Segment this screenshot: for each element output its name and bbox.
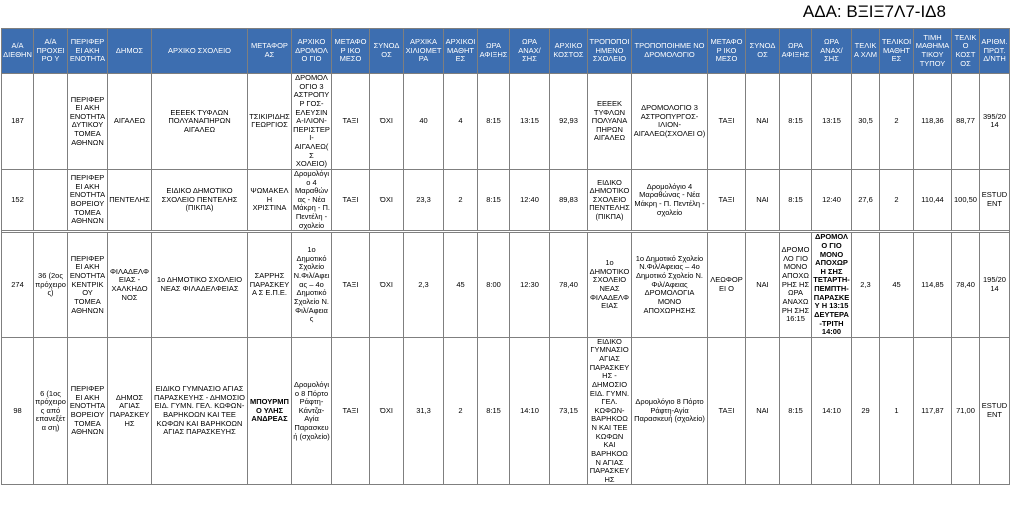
table-cell: Δρομολόγιο 4 Μαραθώνας - Νέα Μάκρη - Π. Πεντέλη - σχολείο bbox=[632, 169, 708, 230]
table-cell: ΤΑΞΙ bbox=[332, 74, 370, 170]
table-cell: ΔΡΟΜΟΛΟΓΙΟ 3 ΑΣΤΡΟΠΥΡΓΟΣ-ΙΛΙΟΝ-ΑΙΓΑΛΕΩ(ΣΧΟΛΕΙ Ο) bbox=[632, 74, 708, 170]
header-cell: ΤΡΟΠΟΠΟΙΗΜΕ ΝΟ ΔΡΟΜΟΛΟΓΙΟ bbox=[632, 29, 708, 74]
table-cell: ΌΧΙ bbox=[370, 169, 404, 230]
table-cell: ΕΙΔΙΚΟ ΓΥΜΝΑΣΙΟ ΑΓΙΑΣ ΠΑΡΑΣΚΕΥΗΣ - ΔΗΜΟΣΙΟ ΕΙΔ. ΓΥΜΝ. ΓΕΛ. ΚΩΦΩΝ-ΒΑΡΗΚΟΩΝ ΚΑΙ ΤΕΕ ΚΩΦΩΝ ΚΑΙ ΒΑΡΗΚΟΩΝ ΑΓΙΑΣ ΠΑΡΑΣΚΕΥΗΣ bbox=[152, 337, 248, 485]
table-cell: ΜΠΟΥΡΜΠΟ ΥΛΗΣ ΑΝΔΡΕΑΣ bbox=[248, 337, 292, 485]
table-row bbox=[2, 74, 1010, 170]
table-cell: 100,50 bbox=[952, 169, 980, 230]
table-cell: 195/2014 bbox=[980, 233, 1010, 338]
table-cell: ΔΗΜΟΣ ΑΓΙΑΣ ΠΑΡΑΣΚΕΥ ΗΣ bbox=[108, 337, 152, 485]
table-cell: 110,44 bbox=[914, 169, 952, 230]
table-cell: 13:15 bbox=[812, 74, 852, 170]
header-cell: ΣΥΝΟΔΟΣ bbox=[370, 29, 404, 74]
table-cell: Δρομολόγιο 8 Πόρτο Ράφτη-Αγία Παρασκευή (σχολείο) bbox=[632, 337, 708, 485]
table-cell: 2 bbox=[444, 337, 478, 485]
table-cell: ΝΑΙ bbox=[746, 337, 780, 485]
table-cell: 1ο Δημοτικό Σχολείο Ν.Φιλ/Αφειας – 4ο Δημοτικό Σχολείο Ν. Φιλ/Αφειας ΔΡΟΜΟΛΟΓΙΑ ΜΟΝΟ ΑΠΟΧΩΡΗΣΗΣ bbox=[632, 233, 708, 338]
table-cell: 8:15 bbox=[478, 169, 510, 230]
table-cell: 78,40 bbox=[952, 233, 980, 338]
table-cell: 45 bbox=[444, 233, 478, 338]
table-cell: 27,6 bbox=[852, 169, 880, 230]
table-cell: 1ο ΔΗΜΟΤΙΚΟ ΣΧΟΛΕΙΟ ΝΕΑΣ ΦΙΛΑΔΕΛΦΕΙΑΣ bbox=[152, 233, 248, 338]
table-cell: ΕΙΔΙΚΟ ΔΗΜΟΤΙΚΟ ΣΧΟΛΕΙΟ ΠΕΝΤΕΛΗΣ (ΠΙΚΠΑ) bbox=[152, 169, 248, 230]
header-cell: ΤΡΟΠΟΠΟΙ ΗΜΕΝΟ ΣΧΟΛΕΙΟ bbox=[588, 29, 632, 74]
table-cell: 88,77 bbox=[952, 74, 980, 170]
table-cell: ESTUDENT bbox=[980, 337, 1010, 485]
table-cell: 45 bbox=[880, 233, 914, 338]
transport-routes-table-page bbox=[1, 28, 1008, 485]
table-cell: 92,93 bbox=[550, 74, 588, 170]
table-cell: ΕΕΕΕΚ ΤΥΦΛΩΝ ΠΟΛΥΑΝΑ ΠΗΡΩΝ ΑΙΓΑΛΕΩ bbox=[588, 74, 632, 170]
table-cell: ΤΑΞΙ bbox=[332, 337, 370, 485]
table-cell: ESTUDENT bbox=[980, 169, 1010, 230]
table-cell: 13:15 bbox=[510, 74, 550, 170]
table-cell: ΠΕΡΙΦΕΡΕΙ ΑΚΗ ΕΝΟΤΗΤΑ ΒΟΡΕΙΟΥ ΤΟΜΕΑ ΑΘΗΝΩΝ bbox=[68, 337, 108, 485]
table-cell: ΌΧΙ bbox=[370, 74, 404, 170]
table-cell: 395/2014 bbox=[980, 74, 1010, 170]
table-cell: 14:10 bbox=[510, 337, 550, 485]
table-cell: ΣΑΡΡΗΣ ΠΑΡΑΣΚΕΥΑ Σ Ε.Π.Ε. bbox=[248, 233, 292, 338]
table-cell: 40 bbox=[404, 74, 444, 170]
table-header-row bbox=[2, 29, 1010, 74]
table-cell: 6 (1ος πρόχειρο ς από επανεξέτα ση) bbox=[34, 337, 68, 485]
table-cell: 73,15 bbox=[550, 337, 588, 485]
table-cell: 2 bbox=[880, 169, 914, 230]
table-cell: ΔΡΟΜΟΛΟΓΙΟ 3 ΑΣΤΡΟΠΥΡ ΓΟΣ-ΕΛΕΥΣΙΝΑ-ΙΛΙΟΝ-ΠΕΡΙΣΤΕΡΙ-ΑΙΓΑΛΕΩ(Σ ΧΟΛΕΙΟ) bbox=[293, 73, 330, 169]
table-cell: ΠΕΡΙΦΕΡΕΙ ΑΚΗ ΕΝΟΤΗΤΑ ΚΕΝΤΡΙΚΟΥ ΤΟΜΕΑ ΑΘΗΝΩΝ bbox=[68, 233, 108, 338]
header-cell: ΤΙΜΗ ΜΑΘΗΜΑ ΤΙΚΟΥ ΤΥΠΟΥ bbox=[914, 29, 952, 74]
table-cell: ΤΑΞΙ bbox=[332, 169, 370, 230]
table-cell: 2,3 bbox=[852, 233, 880, 338]
table-cell: ΕΙΔΙΚΟ ΔΗΜΟΤΙΚΟ ΣΧΟΛΕΙΟ ΠΕΝΤΕΛΗΣ (ΠΙΚΠΑ) bbox=[588, 169, 632, 230]
header-cell: ΜΕΤΑΦΟΡ ΙΚΟ ΜΕΣΟ bbox=[708, 29, 746, 74]
table-cell: ΦΙΛΑΔΕΛΦ ΕΙΑΣ - ΧΑΛΚΗΔΟ ΝΟΣ bbox=[108, 233, 152, 338]
table-cell: 114,85 bbox=[914, 233, 952, 338]
table-cell: 12:40 bbox=[510, 169, 550, 230]
table-cell: ΌΧΙ bbox=[370, 233, 404, 338]
header-cell: ΤΕΛΙΚΟ ΚΟΣΤΟΣ bbox=[952, 29, 980, 74]
header-cell: ΜΕΤΑΦΟΡ ΑΣ bbox=[248, 29, 292, 74]
table-cell: ΤΑΞΙ bbox=[332, 233, 370, 338]
table-cell: ΕΕΕΕΚ ΤΥΦΛΩΝ ΠΟΛΥΑΝΑΠΗΡΩΝ ΑΙΓΑΛΕΩ bbox=[152, 74, 248, 170]
table-cell: 14:10 bbox=[812, 337, 852, 485]
table-row bbox=[2, 233, 1010, 338]
table-cell: Δρομολόγι ο 8 Πόρτο Ράφτη-Κάντζα-Αγία Παρασκευ ή (σχολείο) bbox=[292, 337, 332, 485]
table-cell: 71,00 bbox=[952, 337, 980, 485]
table-cell: 30,5 bbox=[852, 74, 880, 170]
table-cell: 31,3 bbox=[404, 337, 444, 485]
table-cell: 12:40 bbox=[812, 169, 852, 230]
table-cell: ΨΩΜΑΚΕΛ Η ΧΡΙΣΤΙΝΑ bbox=[248, 169, 292, 230]
table-cell: 274 bbox=[2, 233, 34, 338]
header-cell: ΑΡΧΙΚΟΙ ΜΑΘΗΤΕΣ bbox=[444, 29, 478, 74]
table-cell: 36 (2ος πρόχειρος) bbox=[34, 233, 68, 338]
table-cell: Δρομολόγι ο 4 Μαραθών ας - Νέα Μάκρη - Π. Πεντέλη - σχολείο bbox=[293, 168, 330, 230]
table-cell: 187 bbox=[2, 74, 34, 170]
table-cell: ΝΑΙ bbox=[746, 74, 780, 170]
table-cell: 29 bbox=[852, 337, 880, 485]
table-cell: 2,3 bbox=[404, 233, 444, 338]
table-cell: ΤΣΙΚΙΡΙΔΗΣ ΓΕΩΡΓΙΟΣ bbox=[248, 74, 292, 170]
table-row bbox=[2, 337, 1010, 485]
header-cell: ΔΗΜΟΣ bbox=[108, 29, 152, 74]
header-cell: ΑΡΧΙΚΟ ΔΡΟΜΟΛΟ ΓΙΟ bbox=[292, 29, 332, 74]
table-cell: ΤΑΞΙ bbox=[708, 169, 746, 230]
table-cell: 1 bbox=[880, 337, 914, 485]
table-cell: ΤΑΞΙ bbox=[708, 74, 746, 170]
table-cell: 2 bbox=[444, 169, 478, 230]
table-cell: ΠΕΡΙΦΕΡΕΙ ΑΚΗ ΕΝΟΤΗΤΑ ΒΟΡΕΙΟΥ ΤΟΜΕΑ ΑΘΗΝΩΝ bbox=[68, 169, 108, 230]
table-cell: ΕΙΔΙΚΟ ΓΥΜΝΑΣΙΟ ΑΓΙΑΣ ΠΑΡΑΣΚΕΥ ΗΣ - ΔΗΜΟΣΙΟ ΕΙΔ. ΓΥΜΝ. ΓΕΛ. ΚΩΦΩΝ-ΒΑΡΗΚΟΩ Ν ΚΑΙ ΤΕΕ ΚΩΦΩΝ ΚΑΙ ΒΑΡΗΚΟΩ Ν ΑΓΙΑΣ ΠΑΡΑΣΚΕΥ ΗΣ bbox=[588, 337, 632, 485]
header-cell: ΑΡΧΙΚΟ ΣΧΟΛΕΙΟ bbox=[152, 29, 248, 74]
table-cell: 8:15 bbox=[478, 74, 510, 170]
header-cell: ΩΡΑ ΑΝΑΧ/ΣΗΣ bbox=[510, 29, 550, 74]
ada-stamp: ΑΔΑ: ΒΞΙΞ7Λ7-ΙΔ8 bbox=[802, 2, 946, 21]
table-cell: 1ο Δημοτικό Σχολείο Ν.Φιλ/Αφει ας – 4ο Δημοτικό Σχολείο Ν. Φιλ/Αφεια ς bbox=[292, 233, 332, 338]
table-cell: ΠΕΡΙΦΕΡΕΙ ΑΚΗ ΕΝΟΤΗΤΑ ΔΥΤΙΚΟΥ ΤΟΜΕΑ ΑΘΗΝΩΝ bbox=[68, 74, 108, 170]
table-cell: 8:15 bbox=[780, 337, 812, 485]
table-cell: ΤΑΞΙ bbox=[708, 337, 746, 485]
table-cell: 89,83 bbox=[550, 169, 588, 230]
header-cell: ΜΕΤΑΦΟΡ ΙΚΟ ΜΕΣΟ bbox=[332, 29, 370, 74]
header-cell: ΤΕΛΙΚΟΙ ΜΑΘΗΤΕΣ bbox=[880, 29, 914, 74]
header-cell: ΠΕΡΙΦΕΡΕΙ ΑΚΗ ΕΝΟΤΗΤΑ bbox=[68, 29, 108, 74]
table-cell: ΠΕΝΤΕΛΗΣ bbox=[108, 169, 152, 230]
table-row bbox=[2, 169, 1010, 230]
table-cell: 2 bbox=[880, 74, 914, 170]
header-cell: ΑΡΧΙΚΑ ΧΙΛΙΟΜΕΤ ΡΑ bbox=[404, 29, 444, 74]
table-cell: ΝΑΙ bbox=[746, 169, 780, 230]
header-cell: Α/Α ΠΡΟΧΕΙΡΟ Υ bbox=[34, 29, 68, 74]
table-cell: ΑΙΓΑΛΕΩ bbox=[108, 74, 152, 170]
table-cell: 8:15 bbox=[780, 169, 812, 230]
table-cell bbox=[34, 169, 68, 230]
header-cell: ΩΡΑ ΑΝΑΧ/ΣΗΣ bbox=[812, 29, 852, 74]
table-cell: 8:00 bbox=[478, 233, 510, 338]
header-cell: ΤΕΛΙΚΑ ΧΛΜ bbox=[852, 29, 880, 74]
table-cell: 1ο ΔΗΜΟΤΙΚΟ ΣΧΟΛΕΙΟ ΝΕΑΣ ΦΙΛΑΔΕΛΦ ΕΙΑΣ bbox=[588, 233, 632, 338]
transport-routes-table bbox=[1, 28, 1010, 485]
table-cell: 118,36 bbox=[914, 74, 952, 170]
header-cell: ΑΡΙΘΜ. ΠΡΩΤ. Δ/ΝΤΗ bbox=[980, 29, 1010, 74]
table-cell bbox=[34, 74, 68, 170]
table-cell: ΔΡΟΜΟΛΟ ΓΙΟ ΜΟΝΟ ΑΠΟΧΩΡΗ ΣΗΣ ΤΕΤΑΡΤΗ-ΠΕΜΠΤΗ-ΠΑΡΑΣΚΕΥ Η 13:15 ΔΕΥΤΕΡΑ-ΤΡΙΤΗ 14:00 bbox=[813, 232, 850, 337]
table-cell: 78,40 bbox=[550, 233, 588, 338]
table-cell: 12:30 bbox=[510, 233, 550, 338]
table-cell: 23,3 bbox=[404, 169, 444, 230]
table-cell: 98 bbox=[2, 337, 34, 485]
header-cell: ΣΥΝΟΔΟΣ bbox=[746, 29, 780, 74]
table-cell: 152 bbox=[2, 169, 34, 230]
table-cell: 117,87 bbox=[914, 337, 952, 485]
header-cell: ΩΡΑ ΑΦΙΞΗΣ bbox=[478, 29, 510, 74]
header-cell: ΑΡΧΙΚΟ ΚΟΣΤΟΣ bbox=[550, 29, 588, 74]
table-cell: ΝΑΙ bbox=[746, 233, 780, 338]
table-cell: 8:15 bbox=[780, 74, 812, 170]
header-cell: Α/Α ΔΙΕΘΗΝ bbox=[2, 29, 34, 74]
table-cell: ΔΡΟΜΟΛΟ ΓΙΟ ΜΟΝΟ ΑΠΟΧΩΡΗΣ ΗΣ ΩΡΑ ΑΝΑΧΩΡΗ ΣΗΣ 16:15 bbox=[780, 233, 812, 338]
table-cell: 8:15 bbox=[478, 337, 510, 485]
header-cell: ΩΡΑ ΑΦΙΞΗΣ bbox=[780, 29, 812, 74]
table-cell: ΛΕΩΦΟΡΕΙ Ο bbox=[708, 233, 746, 338]
table-cell: 4 bbox=[444, 74, 478, 170]
table-cell: ΌΧΙ bbox=[370, 337, 404, 485]
